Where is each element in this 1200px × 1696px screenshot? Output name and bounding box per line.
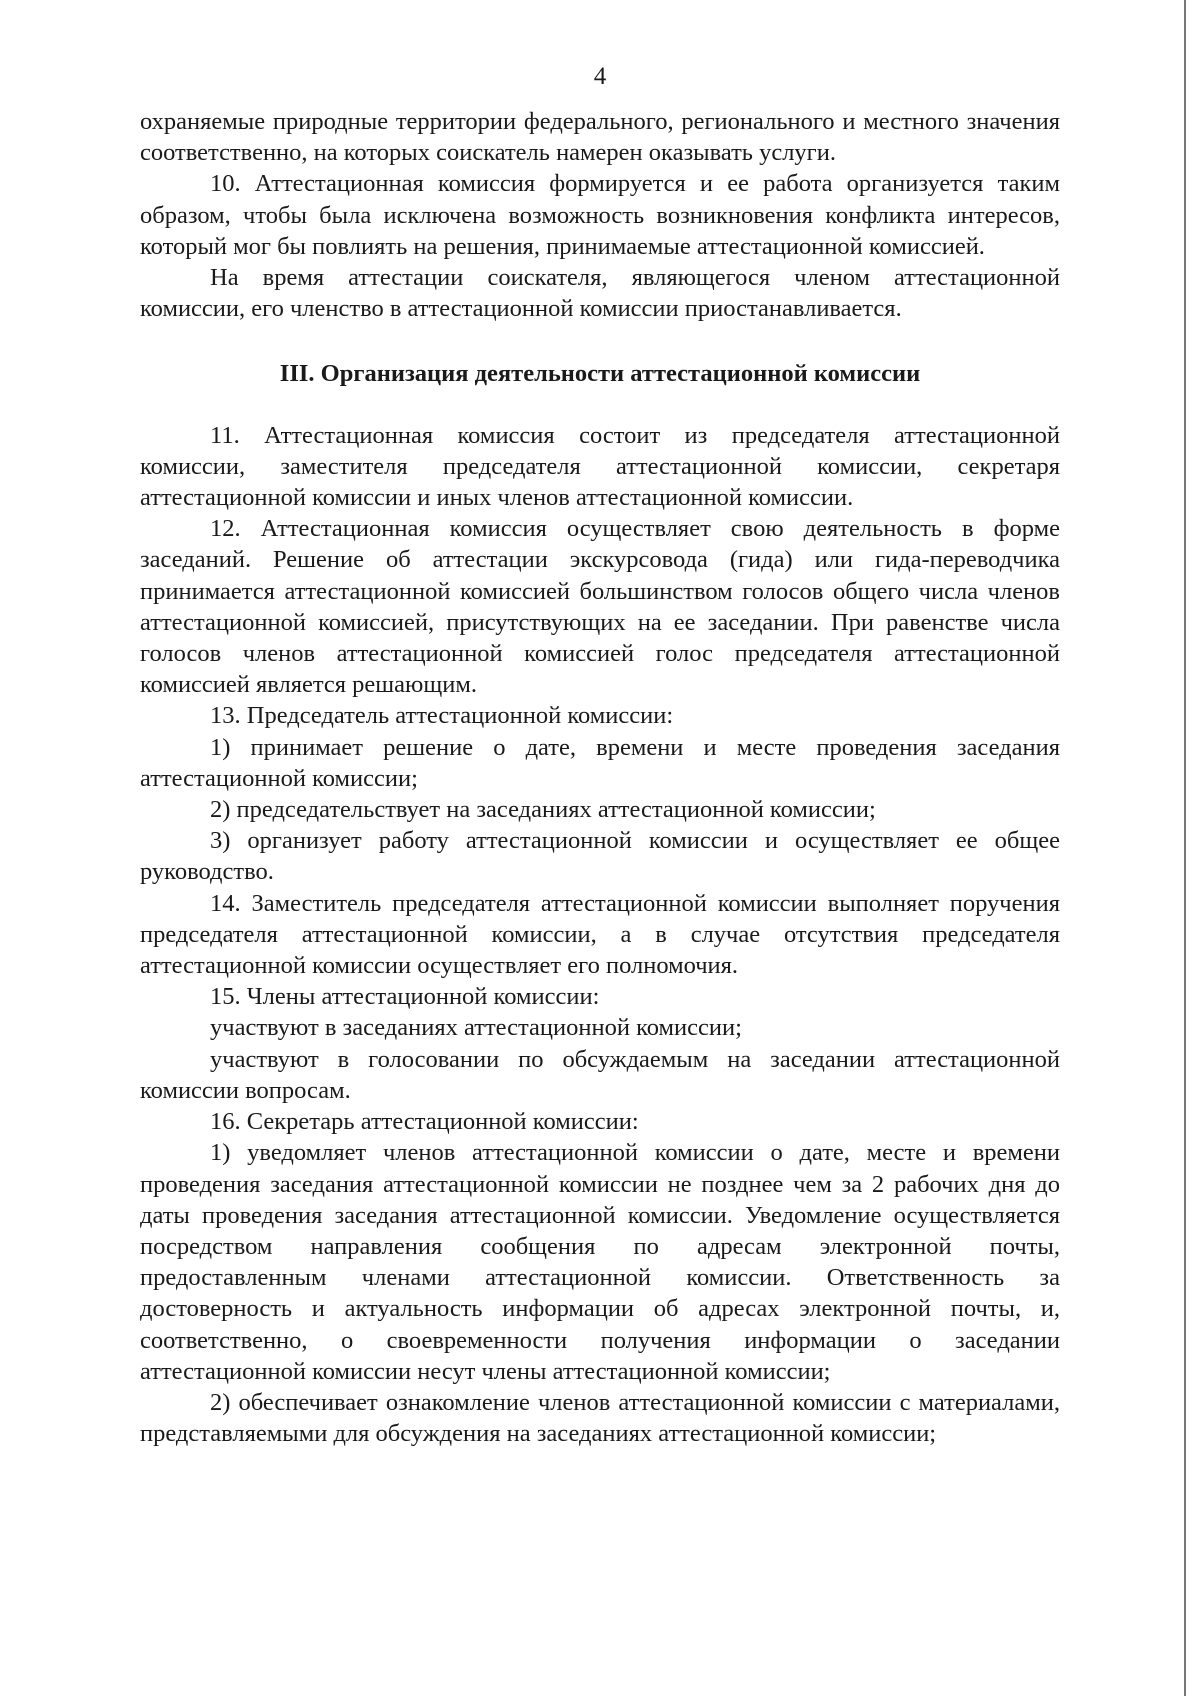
paragraph-16-item-1: 1) уведомляет членов аттестационной комиссии о дате, месте и времени проведения заседания аттестационной комиссии не позднее чем за 2 рабочих дня до даты проведения заседания аттестационной комиссии. Уведомление осуществляется посредством направления сообщения по адресам электронной почты, предоставленным членами аттестационной комиссии. Ответственность за достоверность и актуальность информации об адресах электронной почты, и, соответственно, о своевременности получения информации о заседании аттестационной комиссии несут члены аттестационной комиссии; bbox=[140, 1139, 1060, 1385]
paragraph-14: 14. Заместитель председателя аттестационной комиссии выполняет поручения председателя аттестационной комиссии, а в случае отсутствия председателя аттестационной комиссии осуществляет его полномочия. bbox=[140, 889, 1060, 980]
paragraph-10-note: На время аттестации соискателя, являющегося членом аттестационной комиссии, его членство в аттестационной комиссии приостанавливается. bbox=[140, 264, 1060, 323]
paragraph-11: 11. Аттестационная комиссия состоит из председателя аттестационной комиссии, заместителя председателя аттестационной комиссии, секретаря аттестационной комиссии и иных членов аттестационной комиссии. bbox=[140, 421, 1060, 512]
paragraph-10: 10. Аттестационная комиссия формируется и ее работа организуется таким образом, чтобы была исключена возможность возникновения конфликта интересов, который мог бы повлиять на решения, принимаемые аттестационной комиссией. bbox=[140, 170, 1060, 260]
paragraph-15-item-2: участвуют в голосовании по обсуждаемым на заседании аттестационной комиссии вопросам. bbox=[140, 1045, 1060, 1104]
paragraph-12: 12. Аттестационная комиссия осуществляет свою деятельность в форме заседаний. Решение об аттестации экскурсовода (гида) или гида-переводчика принимается аттестационной комиссией большинством голосов общего числа членов аттестационной комиссией, присутствующих на ее заседании. При равенстве числа голосов членов аттестационной комиссией голос председателя аттестационной комиссией является решающим. bbox=[140, 515, 1060, 699]
section-heading: III. Организация деятельности аттестационной комиссии bbox=[279, 360, 921, 388]
paragraph-13-item-1: 1) принимает решение о дате, времени и месте проведения заседания аттестационной комиссии; bbox=[140, 733, 1060, 792]
document-body bbox=[140, 106, 1060, 1449]
paragraph-15-item-1: участвуют в заседаниях аттестационной комиссии; bbox=[210, 1014, 742, 1042]
scan-edge-line bbox=[1184, 0, 1186, 1696]
paragraph-16-item-2: 2) обеспечивает ознакомление членов аттестационной комиссии с материалами, представляемыми для обсуждения на заседаниях аттестационной комиссии; bbox=[140, 1388, 1060, 1448]
paragraph-15: 15. Члены аттестационной комиссии: bbox=[210, 983, 600, 1011]
paragraph-13-item-2: 2) председательствует на заседаниях аттестационной комиссии; bbox=[210, 796, 876, 824]
paragraph-13-item-3: 3) организует работу аттестационной комиссии и осуществляет ее общее руководство. bbox=[140, 827, 1060, 886]
paragraph-continuation: охраняемые природные территории федерального, регионального и местного значения соответственно, на которых соискатель намерен оказывать услуги. bbox=[140, 108, 1060, 167]
paragraph-13: 13. Председатель аттестационной комиссии: bbox=[210, 702, 674, 730]
page-number: 4 bbox=[593, 63, 607, 90]
paragraph-16: 16. Секретарь аттестационной комиссии: bbox=[210, 1108, 639, 1136]
